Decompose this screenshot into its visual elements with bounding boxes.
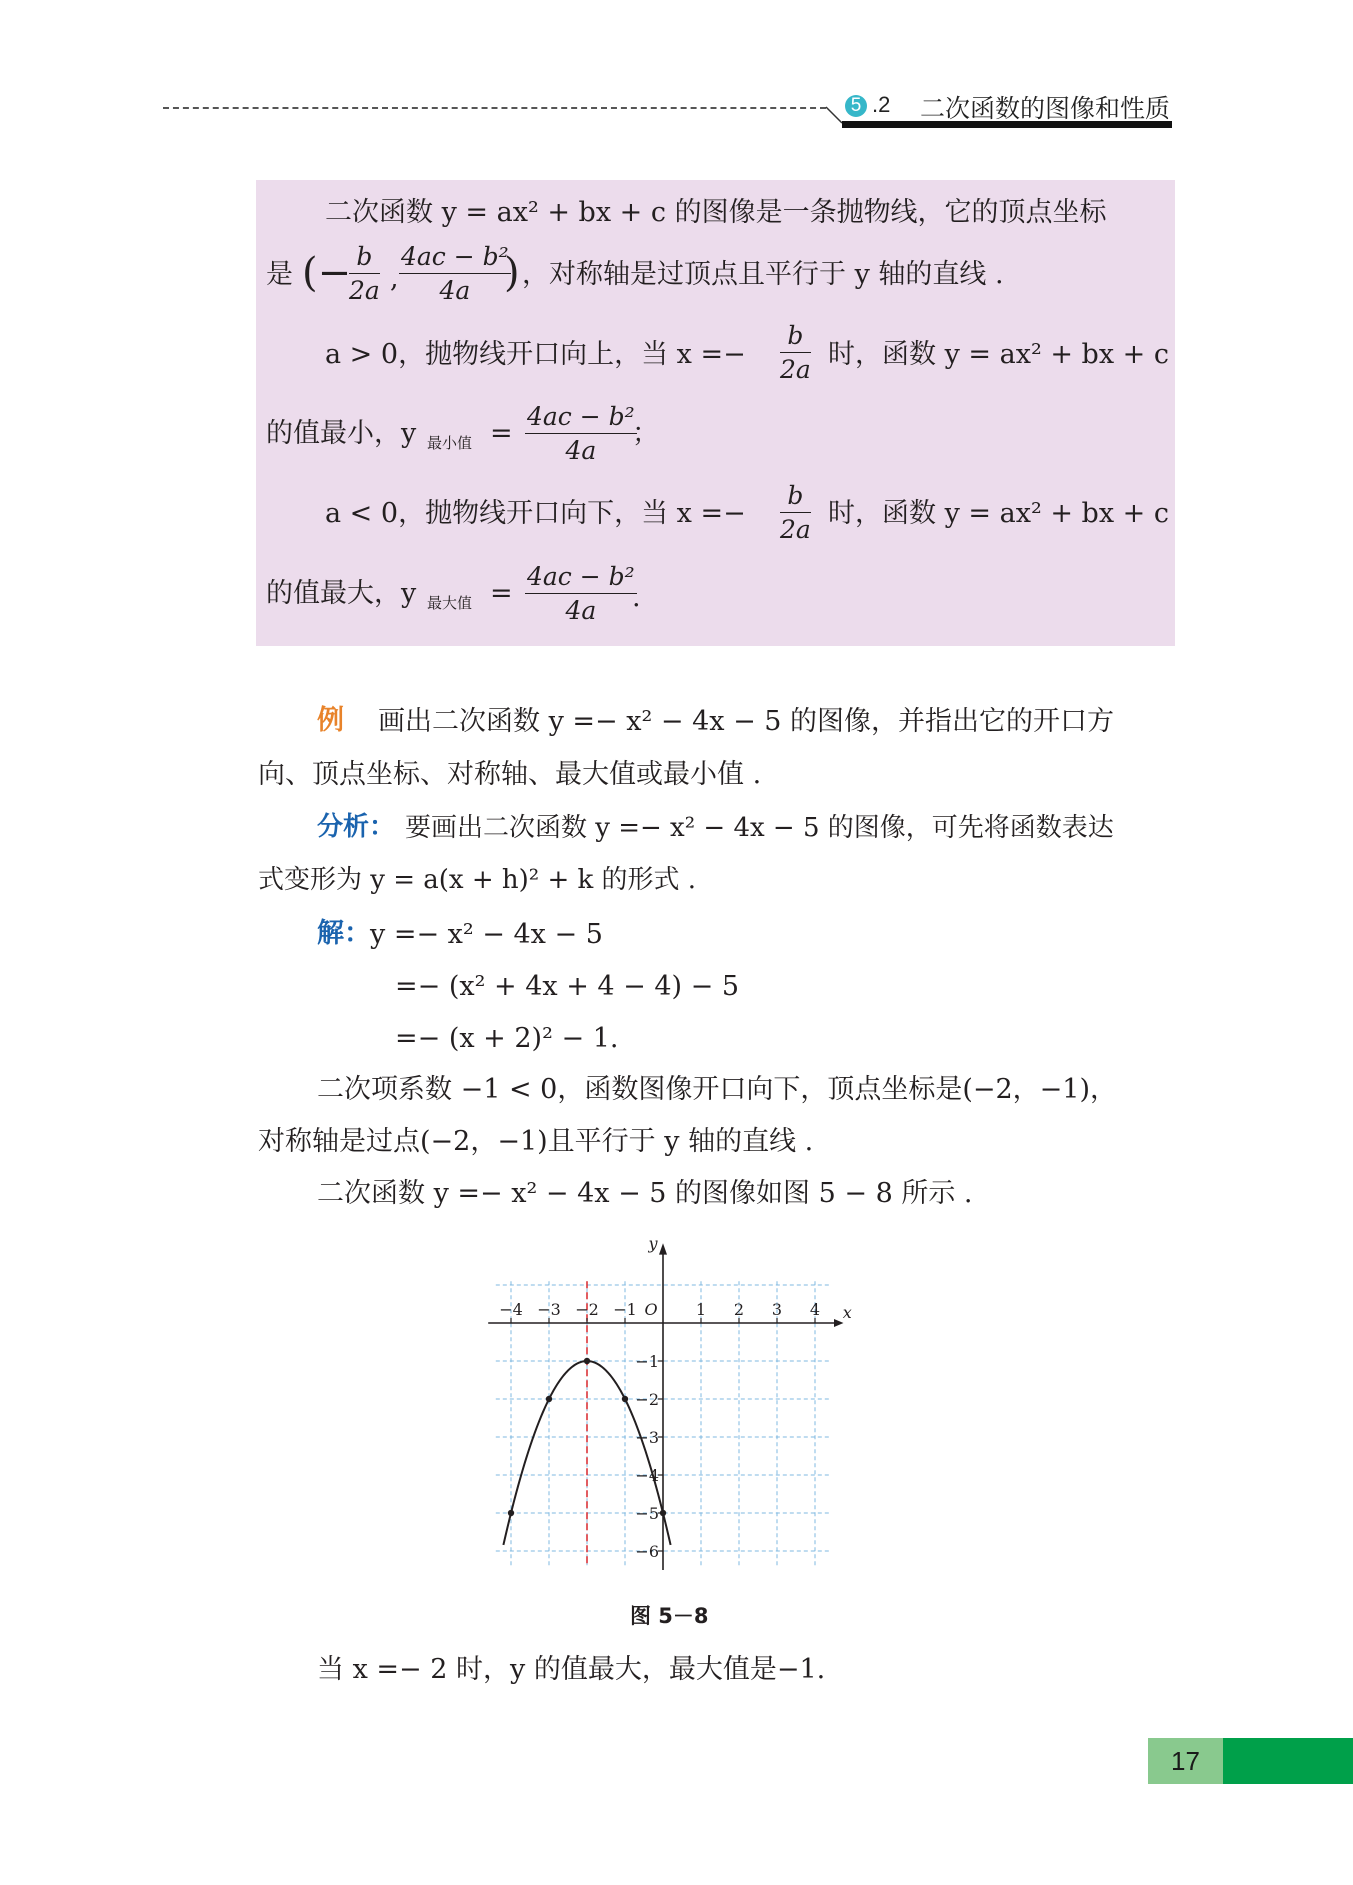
fraction-denominator: 4a bbox=[439, 276, 471, 305]
x-tick-label: −4 bbox=[499, 1300, 523, 1319]
y-tick-label: −1 bbox=[635, 1352, 659, 1371]
y-tick-label: −6 bbox=[635, 1542, 659, 1561]
tick-labels bbox=[499, 1234, 852, 1561]
analysis-line-2: 式变形为 y = a(x + h)² + k 的形式 . bbox=[258, 865, 697, 895]
page-number-tab-dark bbox=[1223, 1738, 1353, 1784]
semicolon: ； bbox=[632, 418, 659, 449]
vertex-close-paren: ) bbox=[504, 250, 520, 296]
theorem-box bbox=[256, 180, 1175, 646]
vertex-comma: , bbox=[390, 263, 399, 294]
solution-step-1: y =− x² − 4x − 5 bbox=[370, 919, 603, 950]
theorem-line-1: 二次函数 y = ax² + bx + c 的图像是一条抛物线，它的顶点坐标 bbox=[325, 197, 1107, 228]
analysis-line-1: 要画出二次函数 y =− x² − 4x − 5 的图像，可先将函数表达 bbox=[405, 813, 1114, 843]
y-max-subscript: 最大值 bbox=[427, 594, 473, 612]
solution-label: 解： bbox=[317, 918, 371, 949]
figure-caption: 图 5－8 bbox=[630, 1604, 709, 1628]
solution-paragraph-2: 对称轴是过点(−2，−1)且平行于 y 轴的直线 . bbox=[258, 1126, 814, 1157]
fraction-denominator: 4a bbox=[565, 596, 597, 625]
theorem-line-5-prefix: a < 0，抛物线开口向下，当 x =− bbox=[325, 498, 746, 529]
fraction-numerator: 4ac − b² bbox=[399, 244, 511, 274]
theorem-line-4-prefix: 的值最小，y bbox=[266, 418, 417, 449]
x-tick-label: 2 bbox=[733, 1300, 745, 1319]
section-title: 二次函数的图像和性质 bbox=[920, 94, 1171, 123]
theorem-line-3-prefix: a > 0，抛物线开口向上，当 x =− bbox=[325, 339, 746, 370]
section-number-suffix: .2 bbox=[872, 92, 891, 117]
equals-sign: = bbox=[490, 418, 513, 449]
axis-fraction-2 bbox=[780, 483, 811, 542]
fraction-denominator: 4a bbox=[565, 436, 597, 465]
marked-point bbox=[622, 1396, 628, 1402]
period: . bbox=[632, 582, 641, 613]
example-line-2: 向、顶点坐标、对称轴、最大值或最小值 . bbox=[258, 759, 762, 790]
vertex-open-paren: (− bbox=[302, 250, 352, 296]
theorem-line-5-suffix: 时，函数 y = ax² + bx + c bbox=[828, 498, 1169, 529]
fraction-numerator: b bbox=[780, 483, 811, 513]
conclusion-text: 当 x =− 2 时，y 的值最大，最大值是−1. bbox=[317, 1654, 826, 1685]
fraction-denominator: 2a bbox=[349, 276, 380, 305]
y-tick-label: −2 bbox=[635, 1390, 659, 1409]
example-label: 例 bbox=[317, 705, 344, 736]
y-tick-label: −4 bbox=[635, 1466, 659, 1485]
x-tick-label: 3 bbox=[771, 1300, 783, 1319]
max-value-fraction bbox=[525, 564, 637, 623]
solution-paragraph-3: 二次函数 y =− x² − 4x − 5 的图像如图 5 − 8 所示 . bbox=[317, 1178, 973, 1209]
fraction-numerator: 4ac − b² bbox=[525, 404, 637, 434]
axis-fraction bbox=[780, 323, 811, 382]
theorem-line-6-prefix: 的值最大，y bbox=[266, 578, 417, 609]
marked-point bbox=[508, 1510, 514, 1516]
vertex-x-fraction bbox=[349, 244, 380, 303]
fraction-numerator: b bbox=[780, 323, 811, 353]
x-tick-label: −3 bbox=[537, 1300, 561, 1319]
marked-point bbox=[546, 1396, 552, 1402]
x-tick-label: 1 bbox=[695, 1300, 707, 1319]
x-tick-label: −1 bbox=[613, 1300, 637, 1319]
fraction-numerator: 4ac − b² bbox=[525, 564, 637, 594]
y-min-subscript: 最小值 bbox=[427, 434, 473, 452]
parabola-figure bbox=[480, 1233, 860, 1575]
y-tick-label: −5 bbox=[635, 1504, 659, 1523]
solution-step-2: =− (x² + 4x + 4 − 4) − 5 bbox=[395, 971, 740, 1002]
analysis-label: 分析： bbox=[317, 812, 396, 842]
theorem-line-3-suffix: 时，函数 y = ax² + bx + c bbox=[828, 339, 1169, 370]
marked-point bbox=[660, 1510, 666, 1516]
solution-paragraph-1: 二次项系数 −1 < 0，函数图像开口向下，顶点坐标是(−2，−1)， bbox=[317, 1074, 1118, 1105]
x-tick-label: −2 bbox=[575, 1300, 599, 1319]
x-axis-label: x bbox=[842, 1303, 852, 1322]
example-line-1: 画出二次函数 y =− x² − 4x − 5 的图像，并指出它的开口方 bbox=[378, 706, 1115, 737]
equals-sign-2: = bbox=[490, 578, 513, 609]
theorem-line-2-suffix: ，对称轴是过顶点且平行于 y 轴的直线 . bbox=[522, 259, 1004, 290]
solution-step-3: =− (x + 2)² − 1. bbox=[395, 1023, 619, 1054]
fraction-denominator: 2a bbox=[780, 515, 811, 544]
y-tick-label: −3 bbox=[635, 1428, 659, 1447]
min-value-fraction bbox=[525, 404, 637, 463]
marked-point bbox=[584, 1358, 590, 1364]
page-number: 17 bbox=[1171, 1746, 1200, 1776]
x-tick-label: 4 bbox=[809, 1300, 821, 1319]
header-dashed-rule bbox=[163, 107, 826, 109]
fraction-numerator: b bbox=[349, 244, 380, 274]
y-axis-arrow bbox=[659, 1243, 667, 1254]
section-number-badge: 5 bbox=[845, 95, 867, 117]
header-rule-corner bbox=[826, 107, 842, 123]
origin-label: O bbox=[644, 1300, 658, 1319]
vertex-y-fraction bbox=[399, 244, 511, 303]
fraction-denominator: 2a bbox=[780, 355, 811, 384]
y-axis-label: y bbox=[648, 1233, 658, 1253]
theorem-line-2-prefix: 是 bbox=[266, 259, 293, 290]
